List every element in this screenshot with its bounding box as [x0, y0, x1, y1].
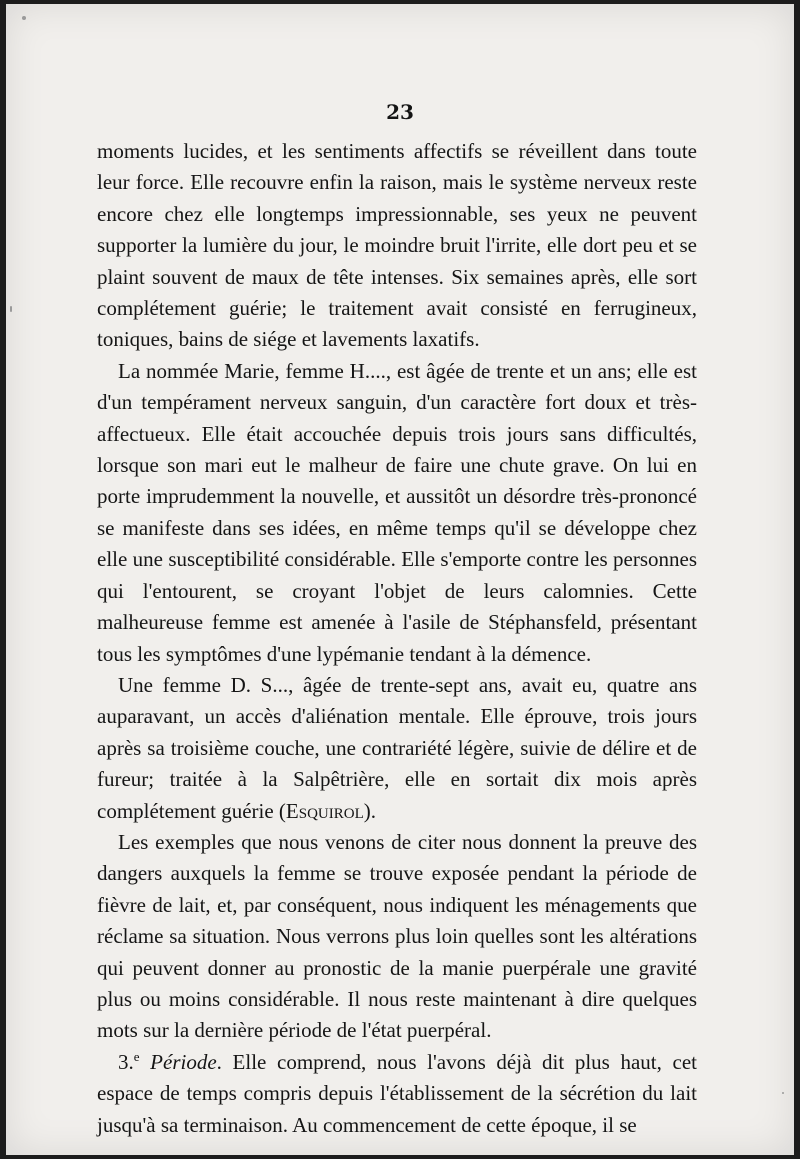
period-text: . Elle comprend, nous l'avons déjà dit plus haut, cet espace de temps compris depuis l'établissement de la sécrétion du lait jusqu'à sa terminaison. Au commencement de cette époque, il se: [97, 1049, 697, 1137]
citation-author: Esquirol: [285, 798, 364, 823]
paragraph-examples: Les exemples que nous venons de citer nous donnent la preuve des dangers auxquels la femme se trouve exposée pendant la période de fièvre de lait, et, par conséquent, nous indiquent les ménagements que réclame sa situation. Nous verrons plus loin quelles sont les altérations qui peuvent donner au pronostic de la manie puerpérale une gravité plus ou moins considérable. Il nous reste maintenant à dire quelques mots sur la dernière période de l'état puerpéral.: [97, 829, 697, 1043]
case-ds-text: Une femme D. S..., âgée de trente-sept ans, avait eu, quatre ans auparavant, un accès d'aliénation mentale. Elle éprouve, trois jours après sa troisième couche, une contrariété légère, suivie de délire et de fureur; traitée à la Salpêtrière, elle en sortait dix mois après complétement guérie (: [97, 672, 697, 823]
paper-speck: [782, 1092, 784, 1094]
paragraph-third-period: [97, 1047, 697, 1141]
paper-speck: [10, 306, 12, 312]
case-ds-text-end: ).: [363, 798, 377, 823]
page-body: [97, 136, 697, 1141]
period-ordinal-superscript: e: [133, 1048, 140, 1064]
paragraph-continued: moments lucides, et les sentiments affectifs se réveillent dans toute leur force. Elle recouvre enfin la raison, mais le système nerveux reste encore chez elle longtemps impressionnable, ses yeux ne peuvent supporter la lumière du jour, le moindre bruit l'irrite, elle dort peu et se plaint souvent de maux de tête intenses. Six semaines après, elle sort complétement guérie; le traitement avait consisté en ferrugineux, toniques, bains de siége et lavements laxatifs.: [97, 139, 697, 352]
paragraph-case-marie: La nommée Marie, femme H...., est âgée de trente et un ans; elle est d'un tempérament nerveux sanguin, d'un caractère fort doux et très-affectueux. Elle était accouchée depuis trois jours sans difficultés, lorsque son mari eut le malheur de faire une chute grave. On lui en porte imprudemment la nouvelle, et aussitôt un désordre très-prononcé se manifeste dans ses idées, en même temps qu'il se développe chez elle une susceptibilité considérable. Elle s'emporte contre les personnes qui l'entourent, se croyant l'objet de leurs calomnies. Cette malheureuse femme est amenée à l'asile de Stéphansfeld, présentant tous les symptômes d'une lypémanie tendant à la démence.: [97, 358, 697, 666]
paper-speck: [22, 16, 26, 20]
page-number: 23: [386, 100, 414, 124]
paragraph-case-ds: [97, 670, 697, 827]
period-title: Période: [150, 1049, 217, 1074]
period-number: 3.: [118, 1049, 134, 1074]
